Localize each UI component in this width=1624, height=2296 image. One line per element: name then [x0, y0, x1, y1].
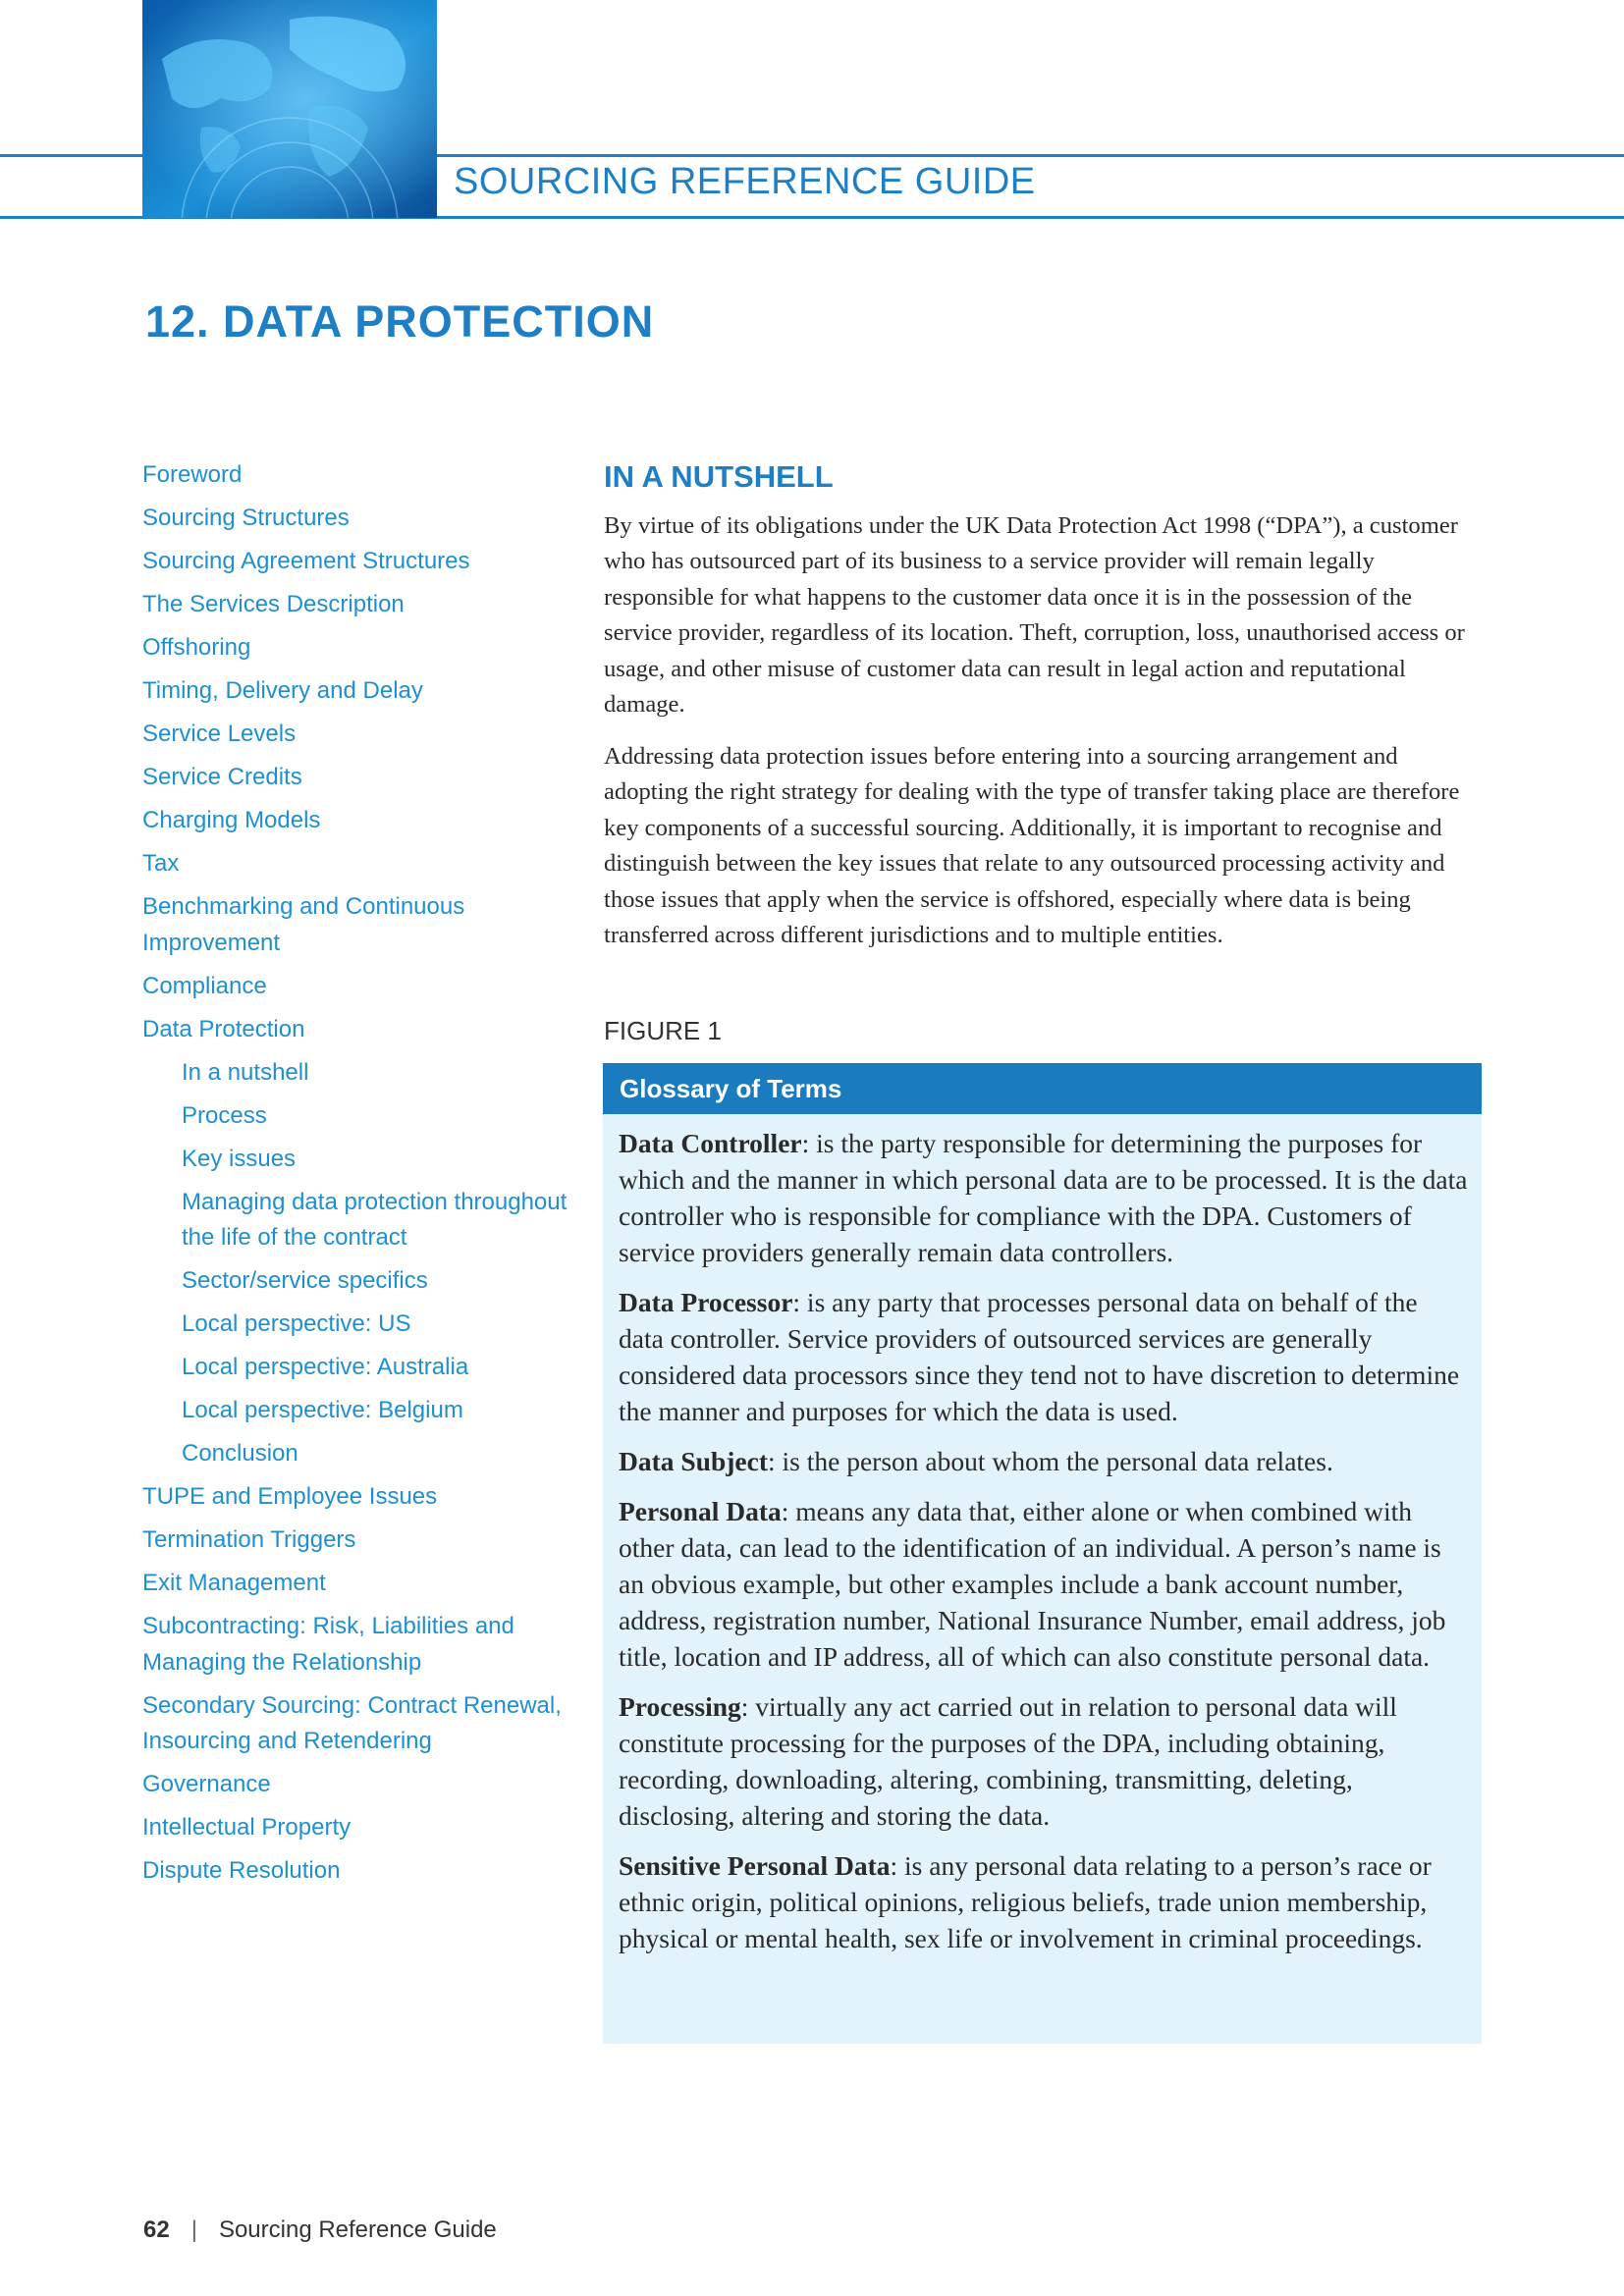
glossary-entry [619, 1284, 1468, 1429]
toc-subitem[interactable]: Sector/service specifics [182, 1267, 428, 1294]
toc-subitem[interactable]: Key issues [182, 1145, 297, 1172]
toc-item[interactable]: Sourcing Agreement Structures [142, 548, 470, 574]
glossary-term: Data Controller [619, 1128, 802, 1158]
toc-subitem[interactable]: Local perspective: Australia [182, 1354, 469, 1380]
toc-item[interactable]: Benchmarking and Continuous Improvement [142, 893, 465, 956]
glossary-term: Personal Data [619, 1496, 782, 1526]
toc-subitem[interactable]: In a nutshell [182, 1058, 309, 1086]
toc-item[interactable]: TUPE and Employee Issues [142, 1483, 438, 1510]
glossary-entry [619, 1493, 1468, 1675]
toc-item[interactable]: Compliance [142, 972, 267, 999]
toc-item[interactable]: Timing, Delivery and Delay [142, 677, 423, 704]
toc-item[interactable]: Foreword [142, 461, 243, 488]
glossary-definition: : virtually any act carried out in relation to personal data will constitute processing for the purposes of the DPA, including obtaining, recording, downloading, altering, combining, transmitting, deleting, disclosing, altering and storing the data. [619, 1691, 1397, 1831]
glossary-entry [619, 1125, 1468, 1270]
toc-item[interactable]: Exit Management [142, 1570, 326, 1596]
toc-subitem[interactable]: Conclusion [182, 1440, 298, 1467]
toc-item[interactable]: Service Credits [142, 764, 302, 790]
glossary-entry [619, 1443, 1468, 1479]
toc-item[interactable]: Data Protection [142, 1015, 305, 1042]
glossary-definition: : is the person about whom the personal data relates. [768, 1446, 1333, 1476]
toc-item[interactable]: Sourcing Structures [142, 505, 350, 531]
chapter-title: 12. DATA PROTECTION [145, 296, 655, 347]
glossary-term: Data Processor [619, 1287, 793, 1317]
toc-item[interactable]: Tax [142, 850, 180, 877]
toc-subitem[interactable]: Process [182, 1101, 267, 1129]
glossary-box [603, 1063, 1482, 2044]
toc-item[interactable]: Subcontracting: Risk, Liabilities and Managing the Relationship [142, 1613, 514, 1676]
footer-guide-name: Sourcing Reference Guide [218, 2216, 497, 2243]
toc-item[interactable]: Charging Models [142, 807, 321, 833]
toc-subitem[interactable]: Local perspective: US [182, 1310, 411, 1337]
footer [143, 2216, 497, 2244]
toc-item[interactable]: The Services Description [142, 591, 405, 617]
glossary-term: Sensitive Personal Data [619, 1850, 891, 1881]
toc-subitem[interactable]: Managing data protection throughout the life of the contract [182, 1188, 568, 1251]
nutshell-heading: IN A NUTSHELL [604, 459, 834, 494]
nutshell-paragraph-1: By virtue of its obligations under the UK Data Protection Act 1998 (“DPA”), a customer who has outsourced part of its business to a service provider will remain legally responsible for what happens to the customer data once it is in the possession of the service provider, regardless of its location. Theft, corruption, loss, unauthorised access or usage, and other misuse of customer data can result in legal action and reputational damage. [604, 512, 1465, 719]
toc-item[interactable]: Secondary Sourcing: Contract Renewal, Insourcing and Retendering [142, 1691, 562, 1754]
glossary-definition: : is the party responsible for determining the purposes for which and the manner in which personal data are to be processed. It is the data controller who is responsible for compliance with the DPA. Customers of service providers generally remain data controllers. [619, 1128, 1468, 1267]
glossary-definition: : means any data that, either alone or when combined with other data, can lead to the identification of an individual. A person’s name is an obvious example, but other examples include a bank account number, address, registration number, National Insurance Number, email address, job title, location and IP address, all of which can also constitute personal data. [619, 1496, 1446, 1672]
glossary-definition: : is any party that processes personal data on behalf of the data controller. Service providers of outsourced services are generally considered data processors since they tend not to have discretion to determine the manner and purposes for which the data is used. [619, 1287, 1460, 1426]
page-number: 62 [143, 2216, 170, 2243]
glossary-term: Data Subject [619, 1446, 769, 1476]
footer-separator: | [190, 2216, 197, 2243]
glossary-term: Processing [619, 1691, 741, 1722]
figure-label: FIGURE 1 [604, 1016, 722, 1045]
glossary-entry [619, 1847, 1468, 1956]
nutshell-paragraph-2: Addressing data protection issues before entering into a sourcing arrangement and adopting the right strategy for dealing with the type of transfer taking place are therefore key components of a successful sourcing. Additionally, it is important to recognise and distinguish between the key issues that relate to any outsourced processing activity and those issues that apply when the service is offshored, especially where data is being transferred across different jurisdictions and to multiple entities. [604, 743, 1460, 949]
globe-image [142, 0, 437, 218]
glossary-body [603, 1114, 1482, 1956]
toc-item[interactable]: Dispute Resolution [142, 1857, 341, 1884]
toc-item[interactable]: Intellectual Property [142, 1814, 352, 1841]
toc-item[interactable]: Offshoring [142, 634, 251, 661]
toc-item[interactable]: Governance [142, 1771, 271, 1797]
toc-subitem[interactable]: Local perspective: Belgium [182, 1397, 463, 1423]
glossary-entry [619, 1688, 1468, 1834]
glossary-definition: : is any personal data relating to a person’s race or ethnic origin, political opinions, religious beliefs, trade union membership, physical or mental health, sex life or involvement in criminal proceedings. [619, 1850, 1432, 1953]
toc-item[interactable]: Termination Triggers [142, 1526, 356, 1553]
glossary-title: Glossary of Terms [603, 1063, 1482, 1114]
guide-title: SOURCING REFERENCE GUIDE [454, 161, 1036, 202]
table-of-contents [142, 457, 574, 1896]
toc-item[interactable]: Service Levels [142, 721, 297, 747]
